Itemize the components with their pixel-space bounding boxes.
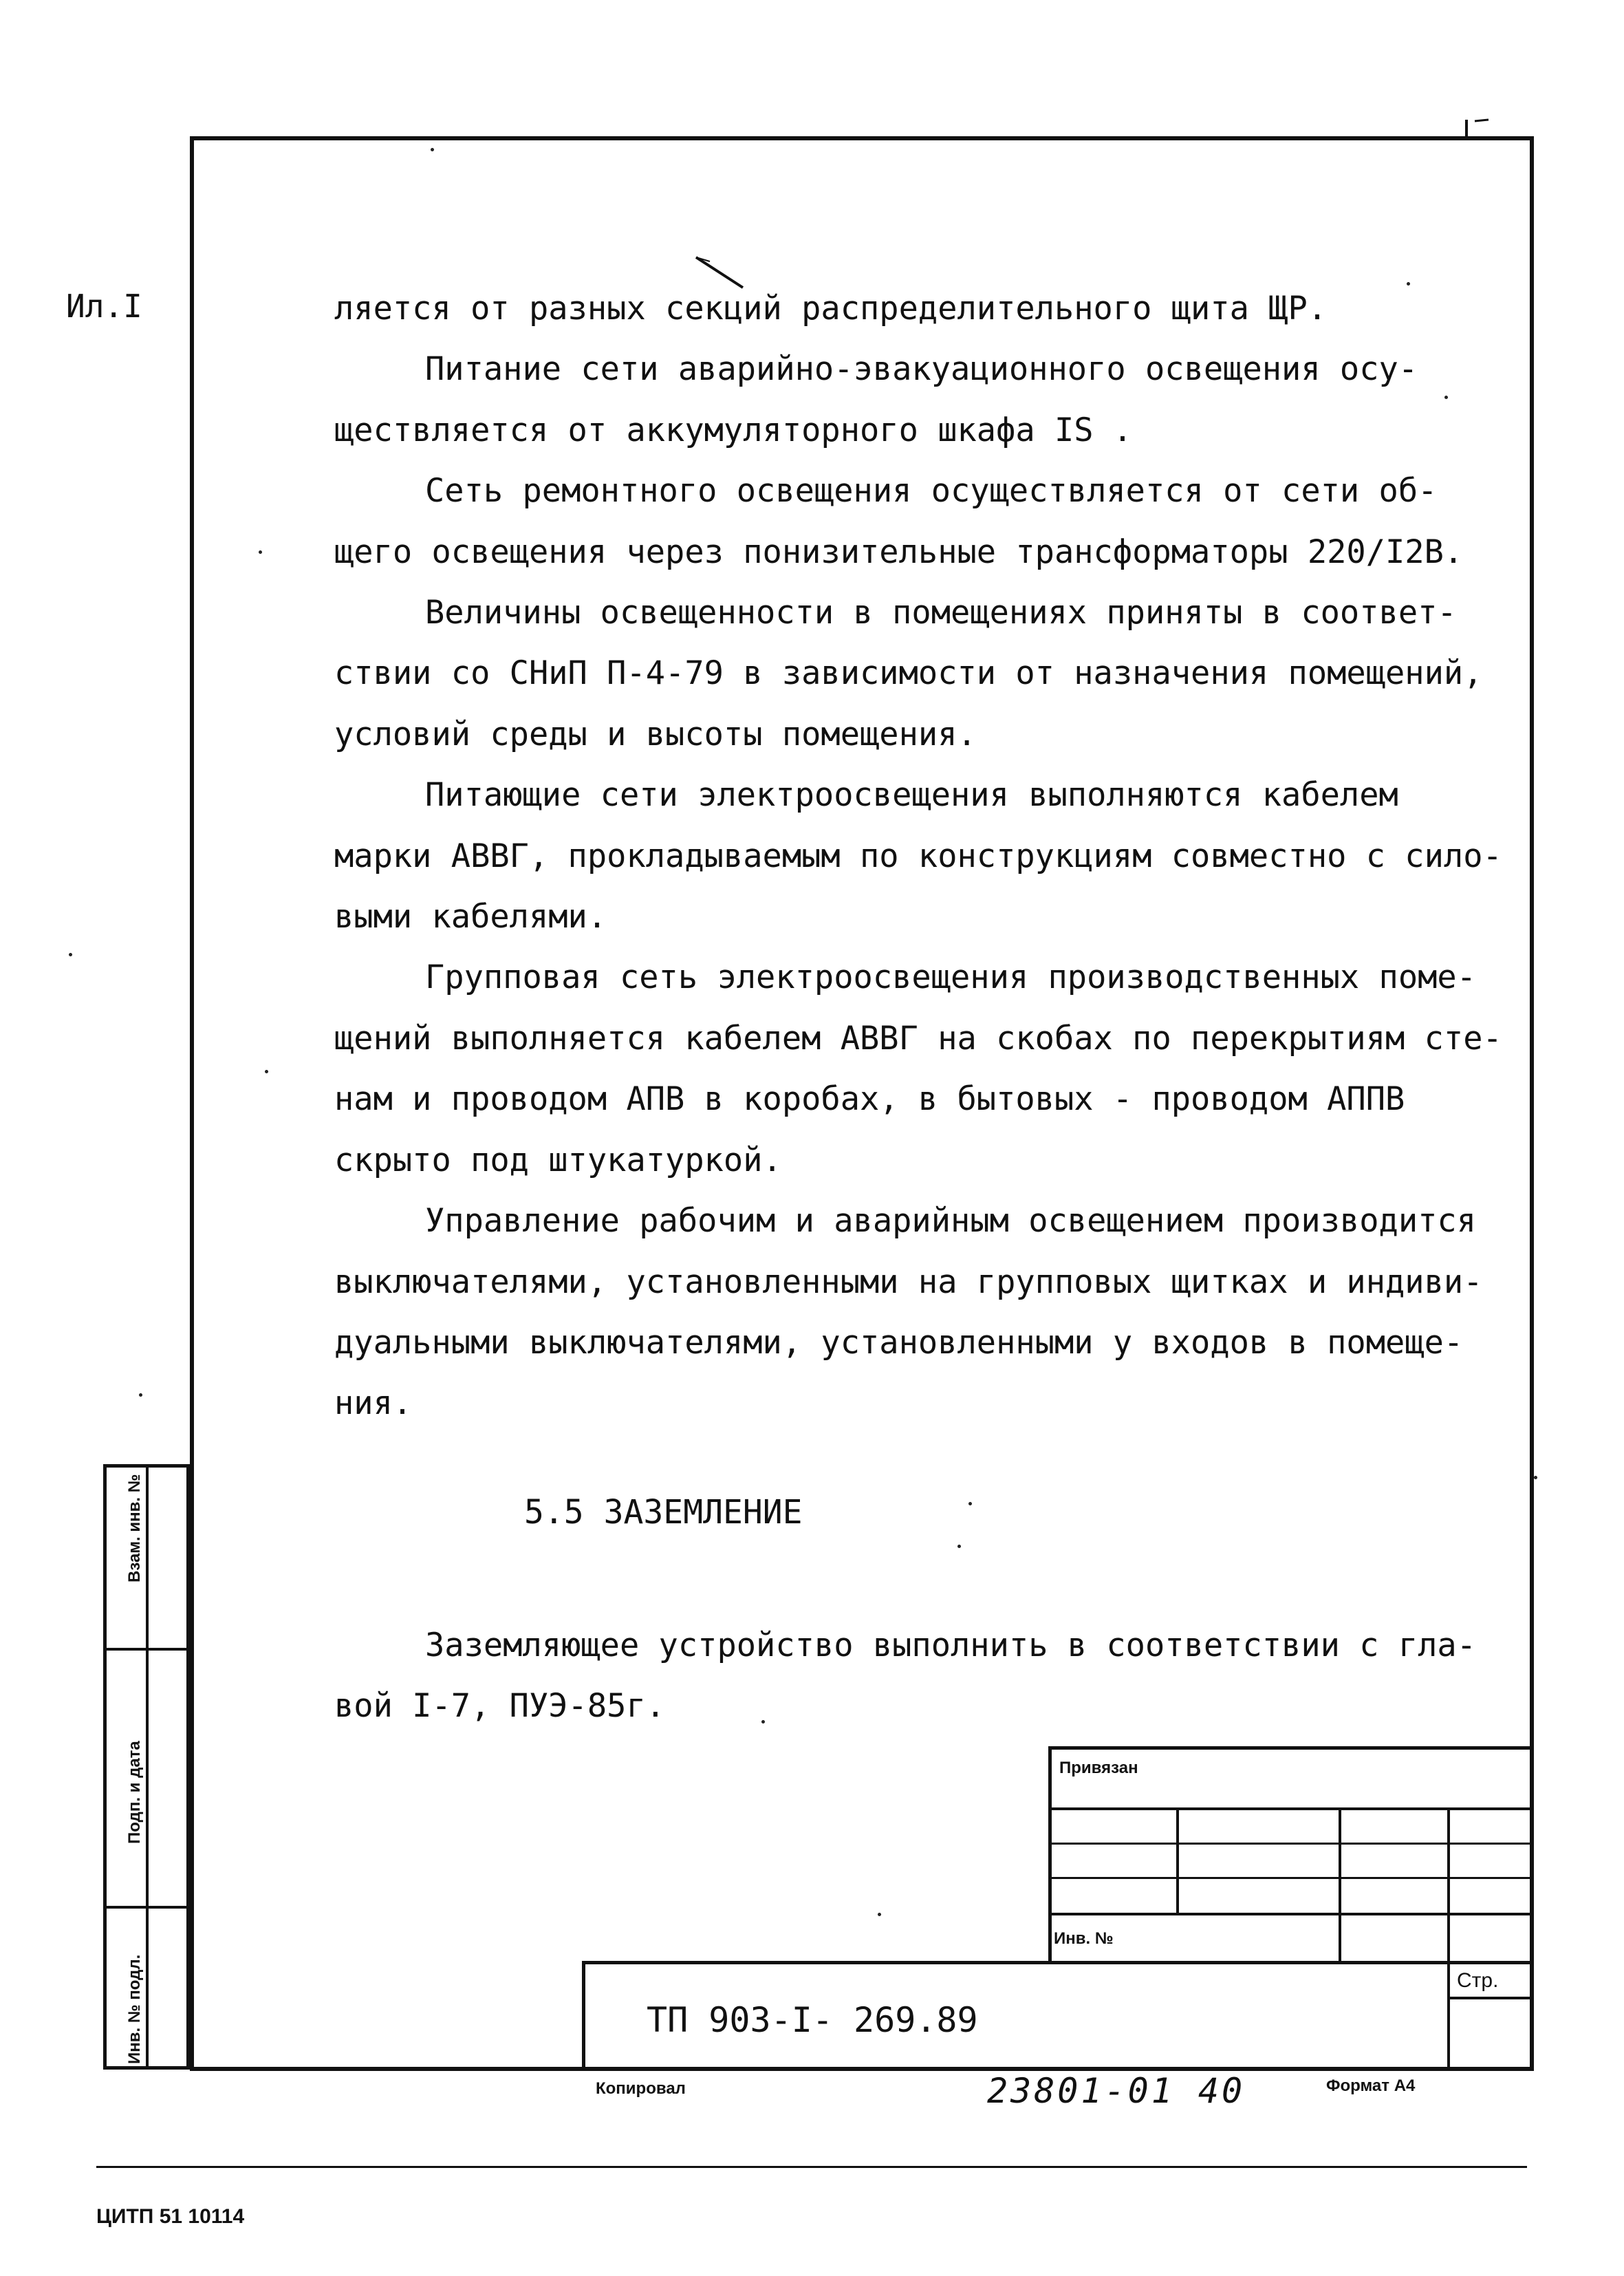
scan-speck — [1534, 1476, 1537, 1479]
scan-speck — [431, 148, 434, 151]
grounding-paragraph — [334, 1615, 1476, 1737]
title-block-line — [1447, 1997, 1534, 1999]
body-text-line: Питающие сети электроосвещения выполняются кабелем — [425, 776, 1398, 815]
body-text-line: нам и проводом АПВ в коробах, в бытовых - проводом АППВ — [334, 1080, 1405, 1119]
body-text-line: Групповая сеть электроосвещения производственных поме- — [425, 958, 1477, 997]
body-text-line: щений выполняется кабелем АВВГ на скобах по перекрытиям сте- — [334, 1019, 1502, 1058]
body-text-line: условий среды и высоты помещения. — [334, 715, 977, 753]
scan-speck — [139, 1393, 142, 1397]
stamp-label-inv-podl: Инв. № подл. — [125, 1954, 144, 2064]
body-text-line: Сеть ремонтного освещения осуществляется от сети об- — [425, 472, 1438, 511]
title-block-line — [1048, 1913, 1534, 1915]
body-text-line: скрыто под штукатуркой. — [334, 1141, 782, 1179]
page-reference-number: 23801-01 40 — [987, 2071, 1246, 2111]
stamp-label-podp-data: Подп. и дата — [125, 1741, 144, 1844]
title-block-line — [1048, 1746, 1052, 1963]
inv-no-label: Инв. № — [1054, 1929, 1114, 1948]
body-text — [334, 279, 1502, 1435]
side-stamp-separator — [103, 1648, 190, 1651]
stamp-label-vzam-inv: Взам. инв. № — [125, 1474, 144, 1582]
title-block-line — [1048, 1746, 1534, 1750]
body-text-line: Управление рабочим и аварийным освещением производится — [425, 1202, 1477, 1241]
margin-label: Ил.I — [66, 288, 142, 325]
format-label: Формат А4 — [1326, 2076, 1416, 2095]
page-label: Стр. — [1457, 1969, 1499, 1992]
body-text-line: выключателями, установленными на групповых щитках и индиви- — [334, 1263, 1483, 1301]
title-block-line — [1048, 1807, 1534, 1810]
frame-bottom-line — [190, 2067, 1534, 2071]
title-block-line — [1048, 1877, 1534, 1879]
scan-speck — [968, 1502, 972, 1505]
body-text-line: ществляется от аккумуляторного шкафа IS . — [334, 411, 1133, 449]
title-block-line — [1176, 1807, 1179, 1913]
scan-speck — [878, 1913, 881, 1916]
printer-code: ЦИТП 51 10114 — [96, 2205, 245, 2228]
frame-corner-mark — [1464, 117, 1491, 138]
body-text-line: Величины освещенности в помещениях приняты в соответ- — [425, 594, 1457, 632]
scan-speck — [259, 550, 262, 554]
kopiroval-label: Копировал — [596, 2079, 686, 2098]
title-block-line — [1447, 1807, 1450, 2070]
grounding-line: Заземляющее устройство выполнить в соответствии с гла- — [425, 1627, 1477, 1664]
privyazan-label: Привязан — [1059, 1759, 1138, 1777]
scan-speck — [957, 1545, 961, 1548]
title-block-line — [1339, 1807, 1341, 1963]
body-text-line: выми кабелями. — [334, 898, 607, 936]
body-text-line: марки АВВГ, прокладываемым по конструкциям совместно с сило- — [334, 837, 1502, 875]
title-block-line — [582, 1961, 1534, 1964]
body-text-line: ляется от разных секций распределительного щита ЩР. — [334, 290, 1328, 328]
document-designation: ТП 903-I- 269.89 — [647, 2000, 978, 2040]
body-text-line: ствии со СНиП П-4-79 в зависимости от назначения помещений, — [334, 654, 1483, 693]
bottom-rule — [96, 2166, 1527, 2168]
grounding-line: вой I-7, ПУЭ-85г. — [334, 1687, 666, 1725]
side-stamp-separator — [103, 1906, 190, 1909]
section-title: 5.5 ЗАЗЕМЛЕНИЕ — [524, 1493, 803, 1532]
scan-speck — [1444, 396, 1448, 399]
title-block-line — [1048, 1843, 1534, 1845]
side-stamp-divider — [146, 1464, 149, 2070]
scan-speck — [265, 1070, 268, 1073]
body-text-line: дуальными выключателями, установленными у входов в помеще- — [334, 1323, 1464, 1362]
scan-speck — [69, 953, 72, 956]
scan-speck — [1407, 282, 1410, 286]
body-text-line: ния. — [334, 1384, 413, 1423]
body-text-line: щего освещения через понизительные трансформаторы 220/I2В. — [334, 533, 1464, 571]
body-text-line: Питание сети аварийно-эвакуационного освещения осу- — [425, 350, 1418, 389]
scan-speck — [761, 1720, 765, 1724]
title-block-line — [582, 1961, 585, 2070]
